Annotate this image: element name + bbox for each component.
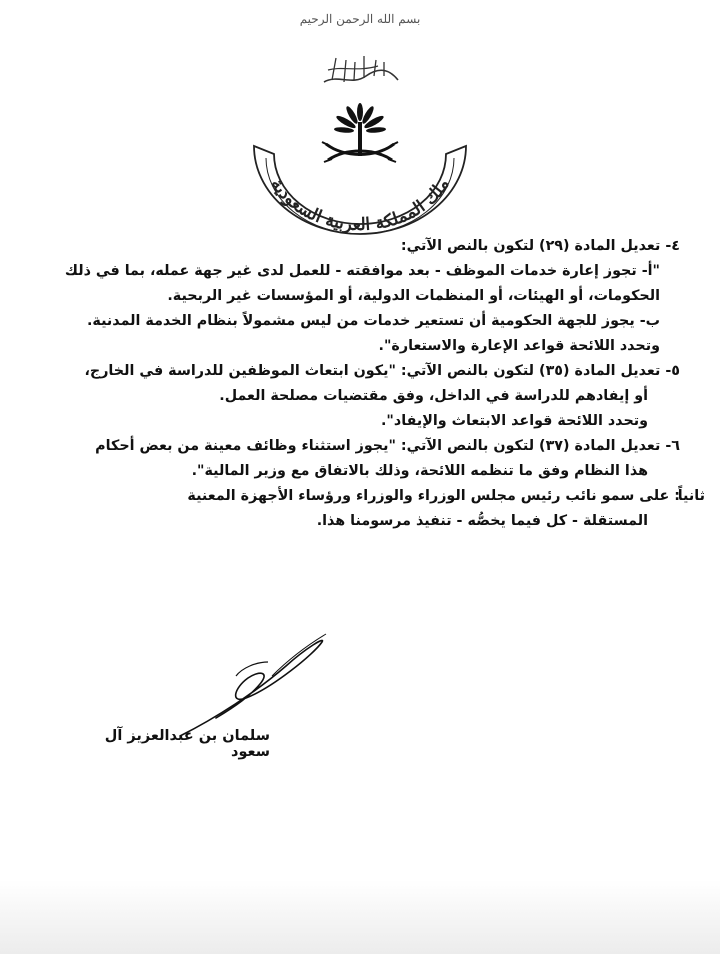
decree-line-4: ب- يجوز للجهة الحكومية أن تستعير خدمات من ليس مشمولاً بنظام الخدمة المدنية. [87,313,660,329]
decree-line-9: ٦- تعديل المادة (٣٧) لتكون بالنص الآتي: "يجوز استثناء وظائف معينة من بعض أحكام [95,438,680,454]
decree-body [40,234,705,534]
decree-line-10: هذا النظام وفق ما تنظمه اللائحة، وذلك بالاتفاق مع وزير المالية". [191,463,648,479]
handwritten-signature [176,632,336,740]
decree-line-3: الحكومات، أو الهيئات، أو المنظمات الدولية، أو المؤسسات غير الربحية. [167,288,660,304]
page-bottom-shadow [0,880,720,954]
decree-line-2: "أ- تجوز إعارة خدمات الموظف - بعد موافقته - للعمل لدى غير جهة عمله، بما في ذلك [64,263,660,279]
svg-text:ملك المملكة العربية السعودية [266,175,453,235]
decree-line-5: وتحدد اللائحة قواعد الإعارة والاستعارة". [378,338,660,354]
decree-line-6: ٥- تعديل المادة (٣٥) لتكون بالنص الآتي: "يكون ابتعاث الموظفين للدراسة في الخارج، [84,363,680,379]
decree-line-7: أو إيفادهم للدراسة في الداخل، وفق مقتضيات مصلحة العمل. [219,388,648,404]
decree-line-1: ٤- تعديل المادة (٢٩) لتكون بالنص الآتي: [400,238,680,254]
decree-line-8: وتحدد اللائحة قواعد الابتعاث والإيفاد". [380,413,648,429]
emblem-banner-text: ملك المملكة العربية السعودية [266,175,454,236]
saudi-emblem-icon [248,98,472,236]
section-second-line-2: المستقلة - كل فيما يخصُّه - تنفيذ مرسومنا هذا. [316,513,648,529]
section-second [40,484,705,509]
section-second-line-1: : على سمو نائب رئيس مجلس الوزراء والوزراء ورؤساء الأجهزة المعنية [187,488,680,504]
signer-name: سلمان بن عبدالعزيز آل سعود [104,728,270,760]
basmala: بسم الله الرحمن الرحيم [299,12,421,26]
shahada-calligraphy [318,52,402,88]
section-second-label: ثانياً [677,488,705,504]
